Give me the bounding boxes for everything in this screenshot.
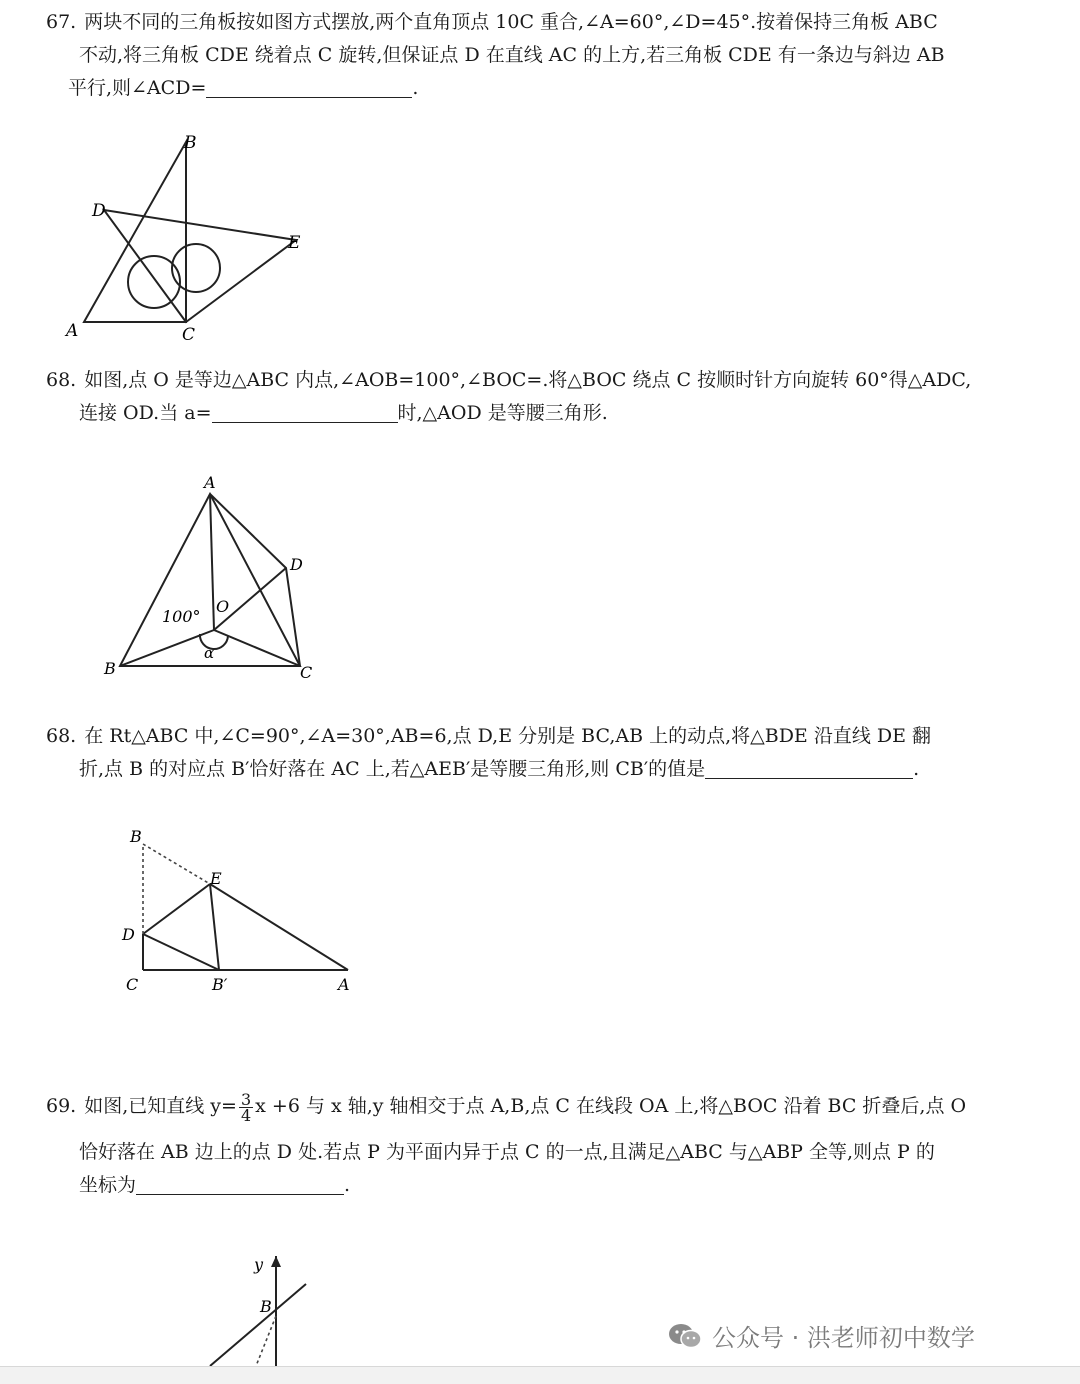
- label-c: C: [126, 975, 139, 994]
- figure-69: [170, 1248, 330, 1366]
- question-text: 如图,已知直线 y=: [84, 1095, 237, 1117]
- question-number: 68.: [46, 725, 77, 747]
- question-text: 时,△AOD 是等腰三角形.: [397, 402, 608, 424]
- label-b: B: [184, 133, 197, 153]
- question-68a: [46, 364, 1056, 430]
- label-b: B: [104, 659, 116, 678]
- label-b-prime: B′: [212, 975, 228, 994]
- alpha-label: α: [204, 644, 215, 662]
- figure-67: [60, 130, 320, 350]
- label-d: D: [290, 555, 303, 574]
- watermark-text: 公众号 · 洪老师初中数学: [712, 1324, 975, 1352]
- triangle-abc: [84, 142, 186, 322]
- question-67: 67. 两块不同的三角板按如图方式摆放,两个直角顶点 10C 重合,∠A=60°,∠D=45°.按着保持三角板 ABC 不动,将三角板 CDE 绕着点 C 旋转,但保证点 D 在直线 AC 的上方,若三角板 CDE 有一条边与斜边 AB 平行,则∠ACD= .: [46, 6, 1056, 105]
- triangle-hole: [172, 244, 220, 292]
- question-text: 折,点 B 的对应点 B′恰好落在 AC 上,若△AEB′是等腰三角形,则 CB′的值是: [79, 758, 706, 780]
- question-number: 67.: [46, 11, 77, 33]
- answer-blank[interactable]: [136, 1172, 344, 1195]
- label-y: y: [254, 1255, 264, 1274]
- fraction-denominator: 4: [240, 1105, 252, 1125]
- fraction-numerator: 3: [240, 1089, 252, 1109]
- label-d: D: [122, 925, 135, 944]
- label-e: E: [288, 233, 301, 253]
- question-68b: 68. 在 Rt△ABC 中,∠C=90°,∠A=30°,AB=6,点 D,E 分别是 BC,AB 上的动点,将△BDE 沿直线 DE 翻 折,点 B 的对应点 B′恰好落在 AC 上,若△AEB′是等腰三角形,则 CB′的值是 .: [46, 720, 1056, 786]
- label-e: E: [210, 869, 222, 888]
- label-o: O: [216, 597, 230, 616]
- label-a: A: [338, 975, 350, 994]
- label-d: D: [92, 201, 106, 221]
- question-number: 69.: [46, 1095, 77, 1117]
- question-text: 两块不同的三角板按如图方式摆放,两个直角顶点 10C 重合,∠A=60°,∠D=45°.按着保持三角板 ABC: [84, 11, 938, 33]
- label-c: C: [182, 325, 196, 345]
- label-a: A: [66, 321, 79, 341]
- question-text: 平行,则∠ACD=: [68, 77, 207, 99]
- question-69: 69. 如图,已知直线 y= $\frac{3}{4}$ x +6 与 x 轴,y 轴相交于点 A,B,点 C 在线段 OA 上,将△BOC 沿着 BC 折叠后,点 O 恰好落在 AB 边上的点 D 处.若点 P 为平面内异于点 C 的一点,且满足△ABC 与△ABP 全等,则点 P 的 坐标为 .: [46, 1086, 1056, 1202]
- figure-68b: [118, 820, 368, 1000]
- question-text: 在 Rt△ABC 中,∠C=90°,∠A=30°,AB=6,点 D,E 分别是 BC,AB 上的动点,将△BDE 沿直线 DE 翻: [84, 725, 932, 747]
- y-axis-arrow: [271, 1256, 281, 1267]
- label-a: A: [204, 473, 216, 492]
- bottom-bar: [0, 1366, 1080, 1384]
- wechat-icon: [668, 1322, 702, 1350]
- question-text: 坐标为: [79, 1174, 137, 1196]
- angle-label: 100°: [162, 607, 201, 626]
- question-text: x +6 与 x 轴,y 轴相交于点 A,B,点 C 在线段 OA 上,将△BOC 沿着 BC 折叠后,点 O: [255, 1095, 967, 1117]
- answer-blank[interactable]: [212, 400, 398, 423]
- line-ab: [210, 1284, 306, 1366]
- question-text: 恰好落在 AB 边上的点 D 处.若点 P 为平面内异于点 C 的一点,且满足△ABC 与△ABP 全等,则点 P 的: [79, 1141, 935, 1163]
- question-number: 68.: [46, 369, 77, 391]
- answer-blank[interactable]: [206, 75, 412, 98]
- label-b: B: [260, 1297, 272, 1316]
- fraction: [239, 1089, 253, 1125]
- label-c: C: [300, 663, 313, 682]
- answer-blank[interactable]: [705, 756, 913, 779]
- label-b: B: [130, 827, 142, 846]
- question-text: 不动,将三角板 CDE 绕着点 C 旋转,但保证点 D 在直线 AC 的上方,若三角板 CDE 有一条边与斜边 AB: [79, 44, 945, 66]
- question-text: 如图,点 O 是等边△ABC 内点,∠AOB=100°,∠BOC=.将△BOC 绕点 C 按顺时针方向旋转 60°得△ADC,: [84, 369, 972, 391]
- figure-68a: [100, 470, 330, 685]
- question-text: 连接 OD.当 a=: [79, 402, 212, 424]
